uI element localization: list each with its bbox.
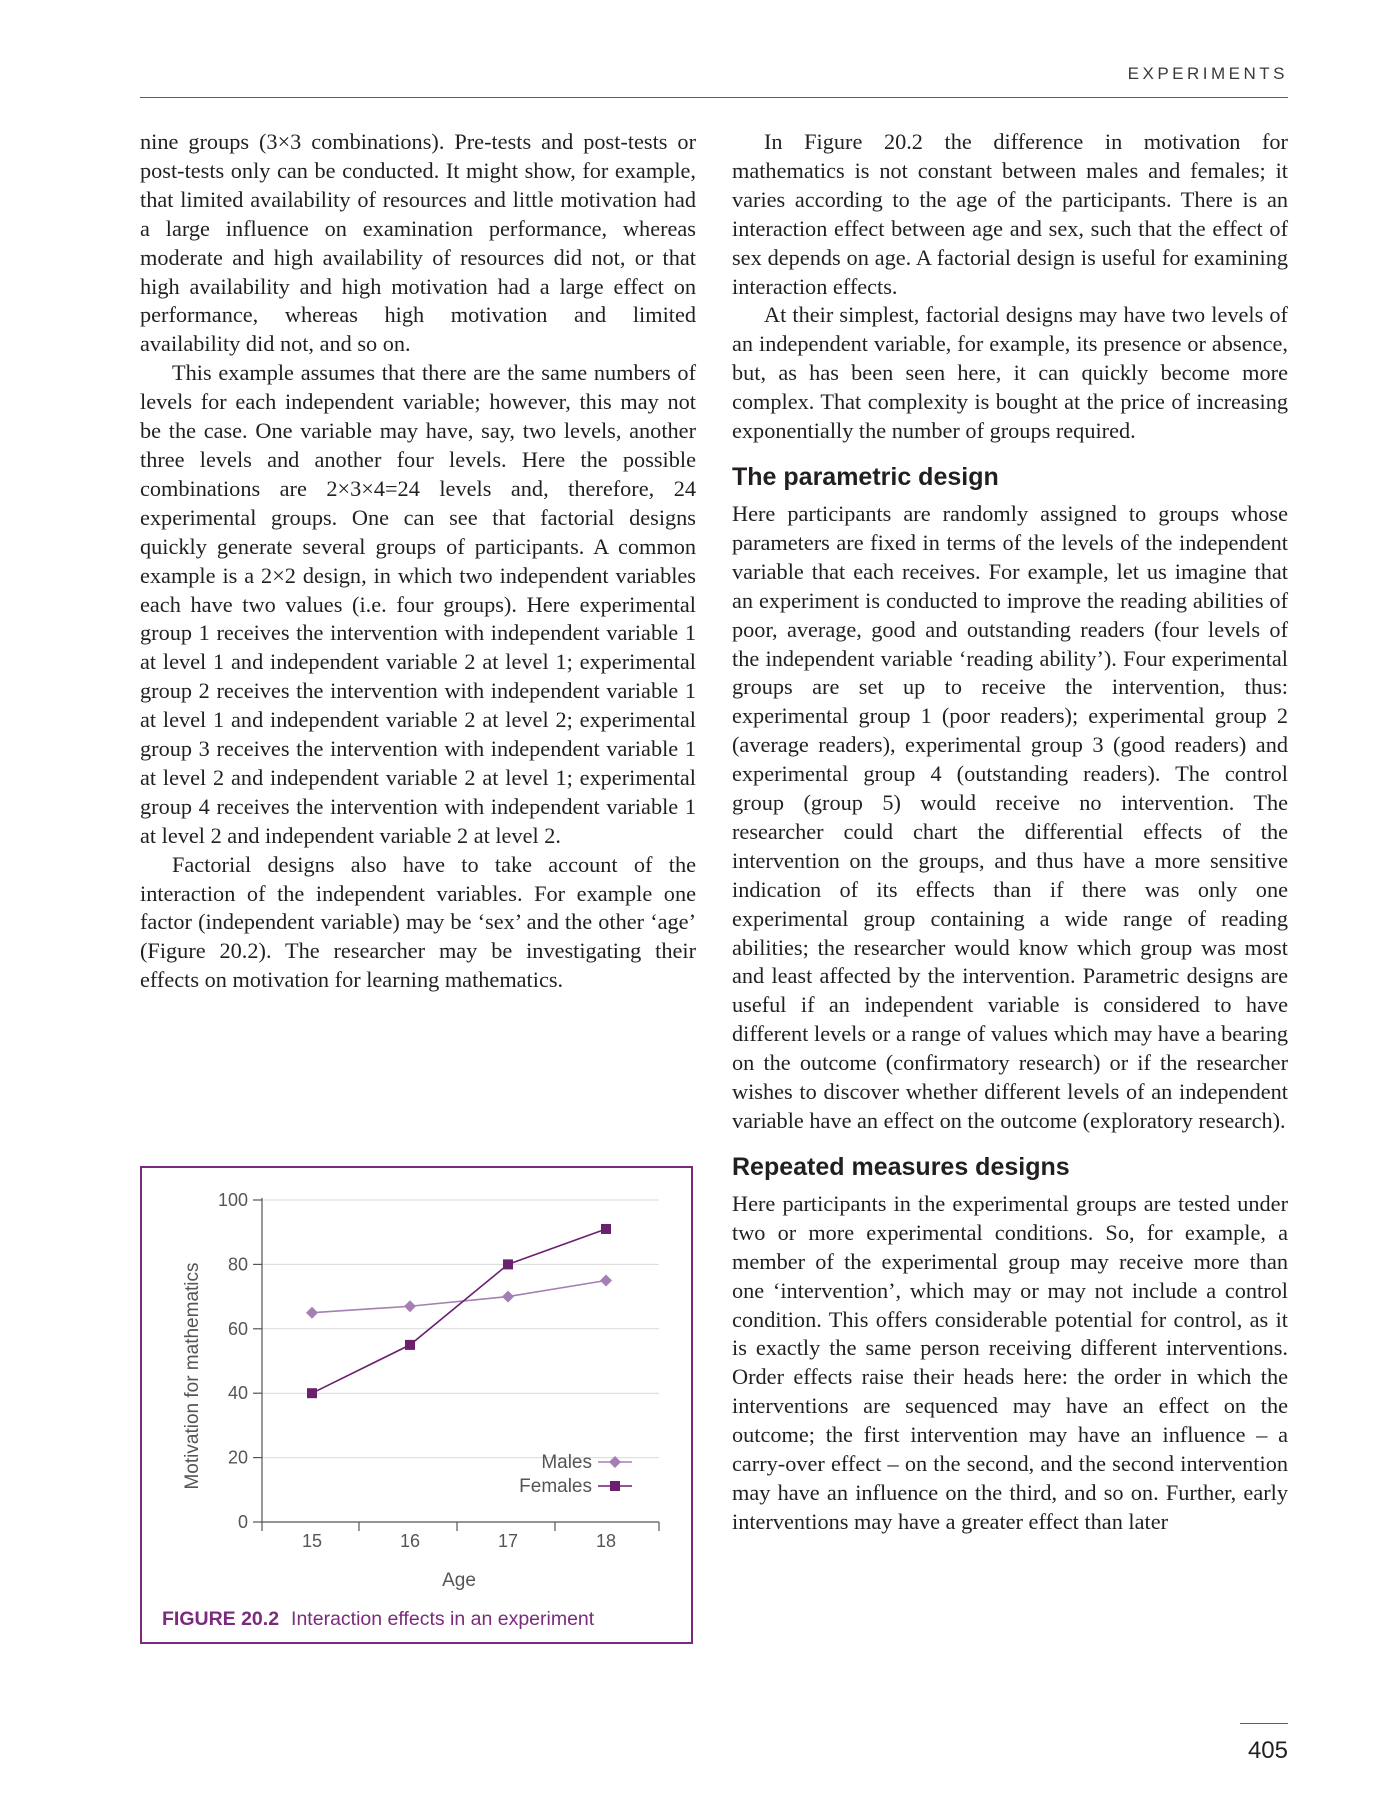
y-tick-label: 100 bbox=[217, 1190, 248, 1210]
y-tick-label: 0 bbox=[237, 1512, 248, 1532]
paragraph: Here participants in the experimental groups are tested under two or more experimental conditions. So, for example, a member of the experimental group may receive more than one ‘intervention’, which may or may not include a control condition. This offers considerable potential for control, as it is exactly the same person receiving different interventions. Order effects raise their heads here: the order in which the interventions are sequenced may have an effect on the outcome; the first intervention may have an influence – a carry-over effect – on the second, and the second intervention may have an influence on the third, and so on. Further, early interventions may have a greater effect than later bbox=[732, 1190, 1288, 1534]
x-axis-label: Age bbox=[442, 1570, 476, 1591]
y-tick-label: 60 bbox=[227, 1318, 248, 1339]
paragraph: Here participants are randomly assigned to groups whose parameters are fixed in terms of the levels of the independent variable that each receives. For example, let us imagine that an experiment is conducted to improve the reading abilities of poor, average, good and outstanding readers (four levels of the independent variable ‘reading ability’). Four experimental groups are set up to receive the intervention, thus: experimental group 1 (poor readers); experimental group 2 (average readers), experimental group 3 (good readers) and experimental group 4 (outstanding readers). The control group (group 5) would receive no intervention. The researcher could chart the differential effects of the intervention on the groups, and thus have a more sensitive indication of its effects than if there was only one experimental group containing a wide range of reading abilities; the researcher would know which group was most and least affected by the intervention. Parametric designs are useful if an independent variable is considered to have different levels or a range of values which may have a bearing on the outcome (confirmatory research) or if the researcher wishes to discover whether different levels of an independent variable have an effect on the outcome (exploratory research). bbox=[732, 500, 1288, 1133]
paragraph: This example assumes that there are the same numbers of levels for each independent variable; however, this may not be the case. One variable may have, say, two levels, another three levels and another four levels. Here the possible combinations are 2×3×4=24 levels and, therefore, 24 experimental groups. One can see that factorial designs quickly generate several groups of participants. A common example is a 2×2 design, in which two independent variables each have two values (i.e. four groups). Here experimental group 1 receives the intervention with independent variable 1 at level 1 and independent variable 2 at level 1; experimental group 2 receives the intervention with independent variable 1 at level 1 and independent variable 2 at level 2; experimental group 3 receives the intervention with independent variable 1 at level 2 and independent variable 2 at level 1; experimental group 4 receives the intervention with independent variable 1 at level 2 and independent variable 2 at level 2. bbox=[140, 360, 696, 848]
x-tick-label: 15 bbox=[301, 1531, 323, 1551]
left-column bbox=[140, 128, 696, 995]
paragraph: nine groups (3×3 combinations). Pre-tests and post-tests or post-tests only can be conducted. It might show, for example, that limited availability of resources and little motivation had a large influence on examination performance, whereas moderate and high availability of resources did not, or that high availability and high motivation had a large effect on performance, whereas high motivation and limited availability did not, and so on. bbox=[140, 129, 696, 357]
right-column bbox=[732, 128, 1288, 1537]
x-tick-label: 16 bbox=[399, 1531, 421, 1551]
males-point bbox=[404, 1300, 416, 1312]
females-point bbox=[307, 1388, 317, 1398]
paragraph: In Figure 20.2 the difference in motivation for mathematics is not constant between males and females; it varies according to the age of the participants. There is an interaction effect between age and sex, such that the effect of sex depends on age. A factorial design is useful for examining interaction effects. bbox=[732, 129, 1288, 299]
y-tick-label: 40 bbox=[227, 1383, 248, 1404]
females-point bbox=[405, 1340, 415, 1350]
section-heading-parametric: The parametric design bbox=[732, 462, 999, 491]
males-point bbox=[600, 1275, 612, 1287]
legend-marker-females bbox=[610, 1481, 620, 1491]
legend-label-females: Females bbox=[519, 1476, 592, 1497]
paragraph: At their simplest, factorial designs may have two levels of an independent variable, for example, its presence or absence, but, as has been seen here, it can quickly become more complex. That complexity is bought at the price of increasing exponentially the number of groups required. bbox=[732, 302, 1288, 444]
figure-20-2 bbox=[140, 1166, 693, 1644]
males-point bbox=[306, 1307, 318, 1319]
males-point bbox=[502, 1291, 514, 1303]
interaction-chart bbox=[142, 1168, 691, 1642]
section-heading-repeated: Repeated measures designs bbox=[732, 1152, 1070, 1181]
females-point bbox=[601, 1224, 611, 1234]
figure-caption-text: Interaction effects in an experiment bbox=[291, 1608, 595, 1630]
figure-caption bbox=[162, 1608, 594, 1631]
females-series-line bbox=[312, 1229, 606, 1393]
y-axis-label: Motivation for mathematics bbox=[182, 1262, 203, 1490]
running-head: EXPERIMENTS bbox=[1127, 64, 1288, 83]
footer-rule bbox=[1240, 1723, 1288, 1724]
males-series-line bbox=[312, 1281, 606, 1313]
page-number: 405 bbox=[1247, 1737, 1288, 1764]
x-tick-label: 17 bbox=[497, 1531, 519, 1551]
y-tick-label: 80 bbox=[227, 1254, 248, 1275]
females-point bbox=[503, 1259, 513, 1269]
y-tick-label: 20 bbox=[227, 1447, 248, 1468]
legend-label-males: Males bbox=[541, 1452, 592, 1473]
header-rule bbox=[140, 97, 1288, 98]
figure-number: FIGURE 20.2 bbox=[162, 1608, 280, 1630]
paragraph: Factorial designs also have to take account of the interaction of the independent variables. For example one factor (independent variable) may be ‘sex’ and the other ‘age’ (Figure 20.2). The researcher may be investigating their effects on motivation for learning mathematics. bbox=[140, 851, 696, 993]
x-tick-label: 18 bbox=[595, 1531, 617, 1551]
